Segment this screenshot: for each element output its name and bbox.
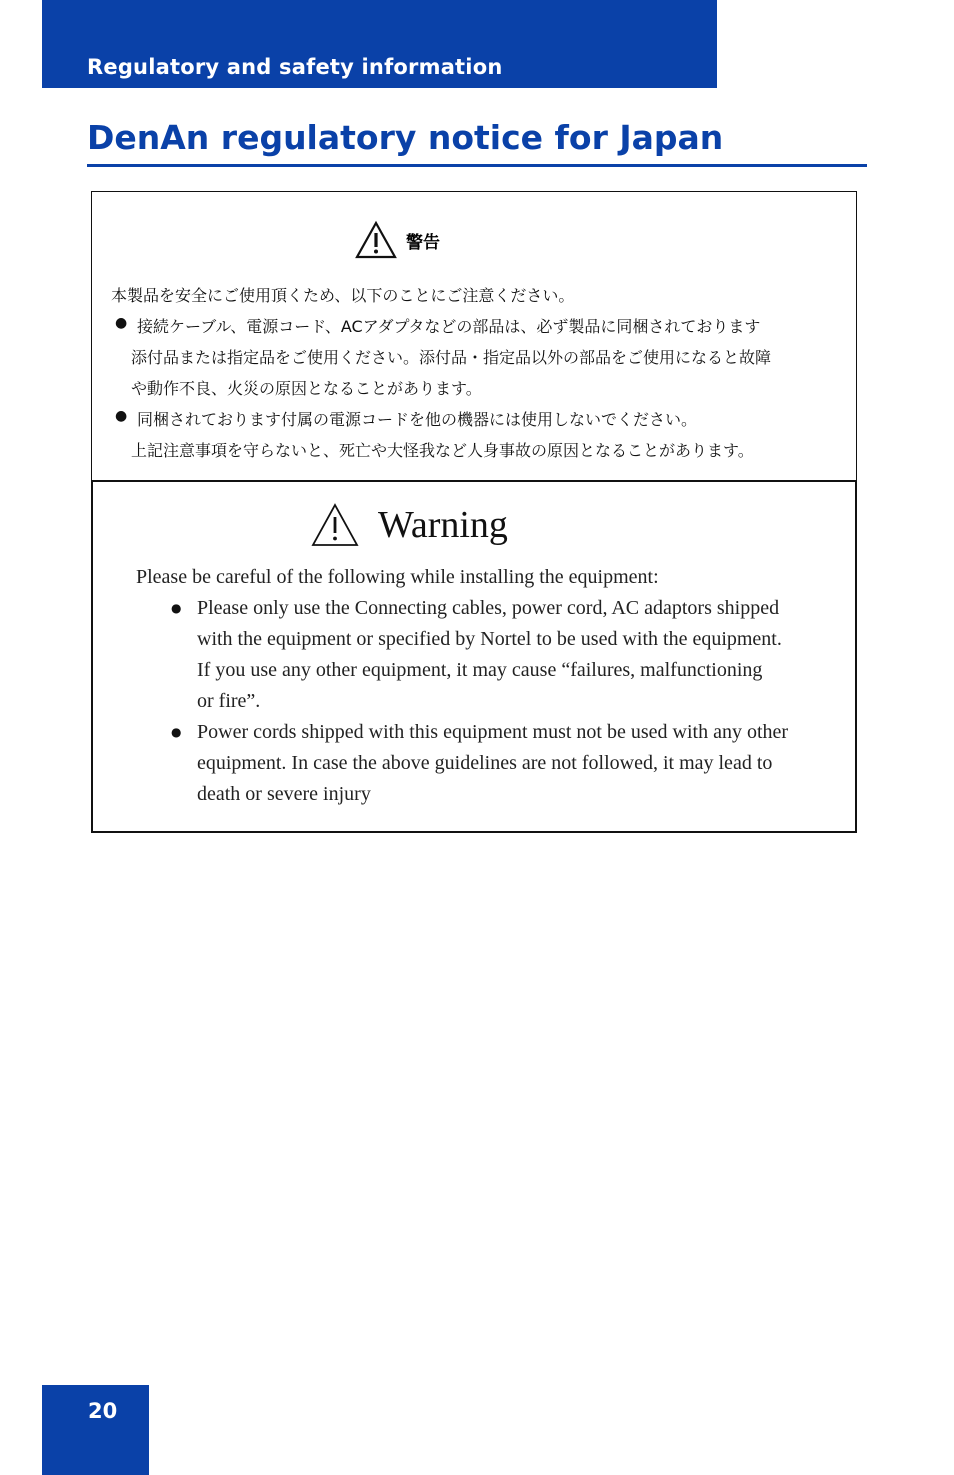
warning-triangle-icon <box>310 502 360 548</box>
english-warning-heading <box>310 502 508 548</box>
section-title: Regulatory and safety information <box>87 55 503 79</box>
japanese-bullet-2-line-2: 上記注意事項を守らないと、死亡や大怪我など人身事故の原因となることがあります。 <box>131 441 754 460</box>
japanese-warning-heading <box>354 220 440 260</box>
english-bullet-1-line-1: Please only use the Connecting cables, power cord, AC adaptors shipped <box>197 597 780 619</box>
bullet-icon: ● <box>171 725 182 739</box>
english-bullet-2-line-3: death or severe injury <box>197 783 371 805</box>
japanese-bullet-1-line-3: や動作不良、火災の原因となることがあります。 <box>131 379 482 398</box>
page-number: 20 <box>88 1399 118 1423</box>
english-warning-title: Warning <box>378 504 508 546</box>
page-title: DenAn regulatory notice for Japan <box>87 118 724 157</box>
japanese-intro: 本製品を安全にご使用頂くため、以下のことにご注意ください。 <box>111 286 575 305</box>
bullet-icon: ● <box>115 315 128 331</box>
japanese-bullet-1-line-2: 添付品または指定品をご使用ください。添付品・指定品以外の部品をご使用になると故障 <box>131 348 772 367</box>
english-bullet-1-line-3: If you use any other equipment, it may cause “failures, malfunctioning <box>197 659 763 681</box>
japanese-bullet-1-line-1: 接続ケーブル、電源コード、ACアダプタなどの部品は、必ず製品に同梱されております <box>137 317 761 336</box>
page-number-box <box>42 1385 149 1475</box>
english-bullet-1-line-4: or fire”. <box>197 690 261 712</box>
header-band <box>42 0 717 88</box>
japanese-warning-box <box>91 191 857 482</box>
english-intro: Please be careful of the following while installing the equipment: <box>136 566 659 588</box>
english-bullet-2-line-1: Power cords shipped with this equipment must not be used with any other <box>197 721 789 743</box>
bullet-icon: ● <box>115 408 128 424</box>
title-rule <box>87 164 867 167</box>
japanese-bullet-2-line-1: 同梱されております付属の電源コードを他の機器には使用しないでください。 <box>137 410 698 429</box>
warning-triangle-icon <box>354 220 398 260</box>
english-bullet-1-line-2: with the equipment or specified by Nortel to be used with the equipment. <box>197 628 782 650</box>
japanese-warning-title: 警告 <box>406 232 440 253</box>
english-bullet-2-line-2: equipment. In case the above guidelines are not followed, it may lead to <box>197 752 773 774</box>
english-warning-box <box>91 480 857 833</box>
bullet-icon: ● <box>171 601 182 615</box>
